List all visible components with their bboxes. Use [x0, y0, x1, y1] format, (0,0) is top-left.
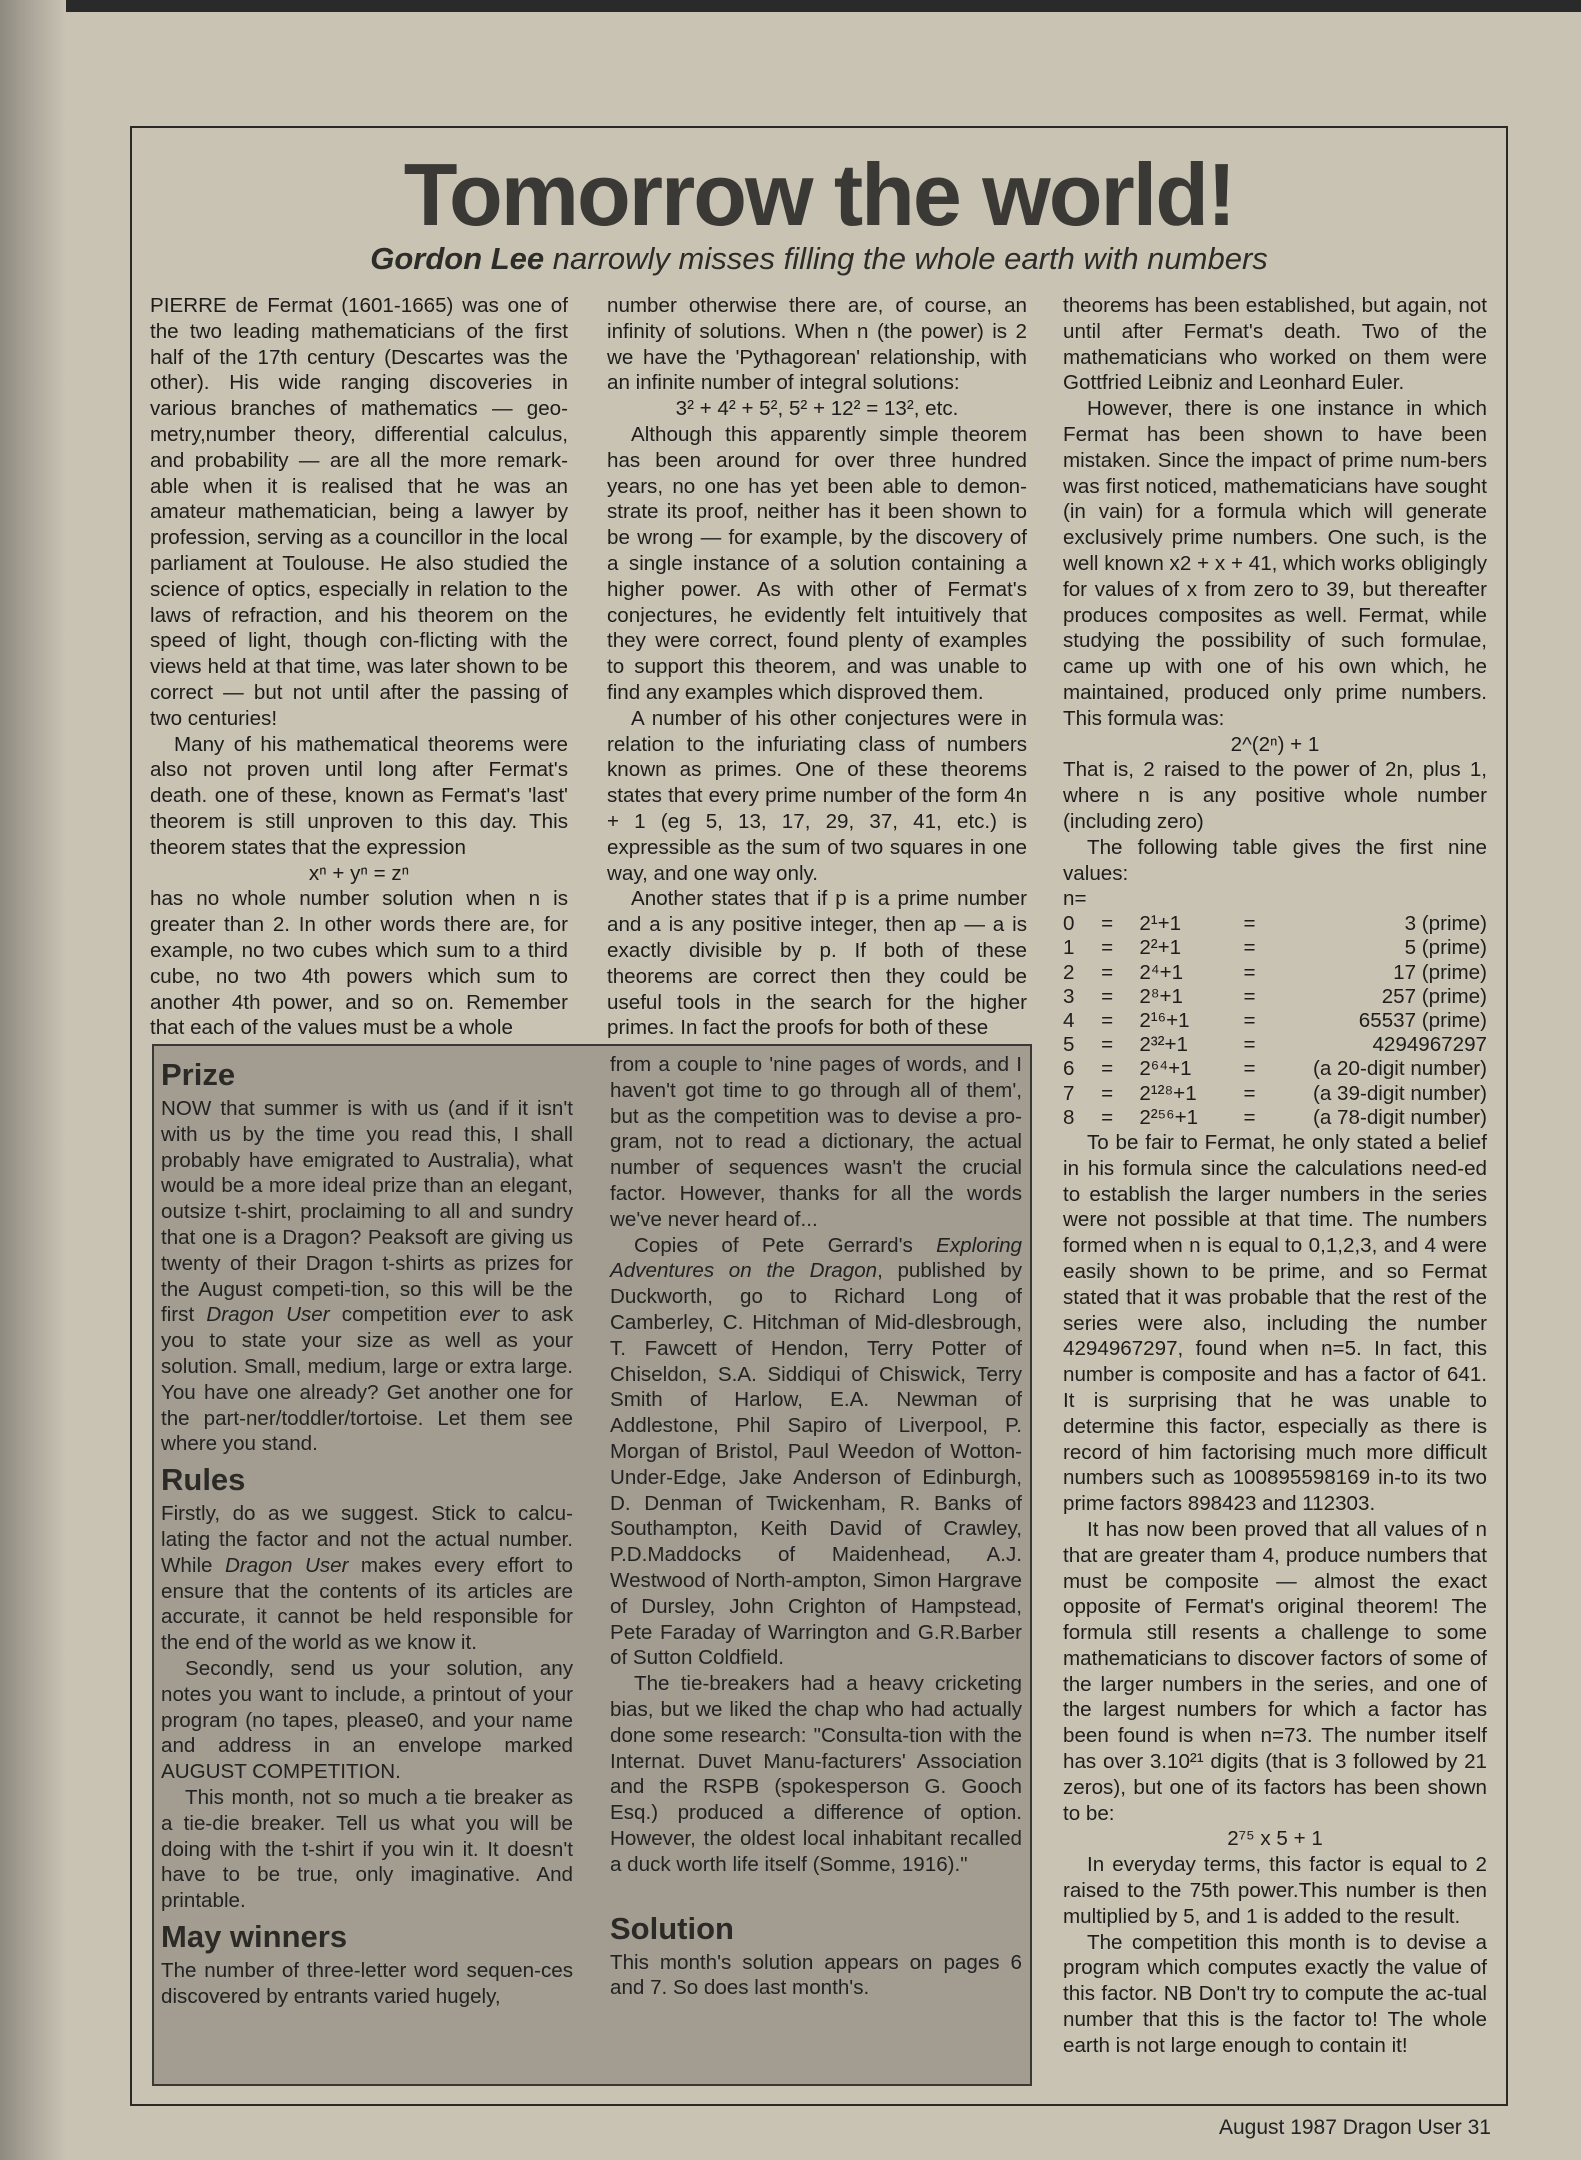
cell-value: (a 39-digit number) — [1313, 1081, 1487, 1105]
text-span: Firstly, do as we suggest. Stick to calcu-lating the factor and not the actual number. While — [161, 1502, 573, 1577]
paragraph: theorems has been established, but again, not until after Fermat's death. Two of the mathematicians who worked on them were Gottfried Leibniz and Leonhard Euler. — [1063, 294, 1487, 395]
cell-expression: 2²⁵⁶+1 — [1139, 1105, 1199, 1129]
cell-value: (a 78-digit number) — [1313, 1105, 1487, 1129]
cell-value: 5 (prime) — [1404, 936, 1487, 960]
cell-n: 0 — [1063, 912, 1075, 936]
cell-n: 5 — [1063, 1033, 1075, 1057]
paragraph: That is, 2 raised to the power of 2n, plus 1, where n is any positive whole number (including zero) — [1063, 758, 1487, 833]
formula-pythagorean: 3² + 4² + 5², 5² + 12² = 13², etc. — [675, 397, 959, 421]
emphasis: ever — [459, 1303, 500, 1327]
text-span: NOW that summer is with us (and if it isn't with us by the time you read this, I shall probably have emigrated to Australia), what would be a more ideal prize than an elegant, outsize t-shirt, proclaiming to all and sundry that one is a Dragon? Peaksoft are giving us twenty of their Dragon t-shirts as prizes for the August competi-tion, so this will be the first — [161, 1097, 573, 1327]
cell-n: 4 — [1063, 1008, 1075, 1032]
table-row — [1063, 1106, 1487, 1130]
paragraph: The following table gives the first nine values: — [1063, 835, 1487, 885]
winners-list-paragraph — [610, 1233, 1022, 1672]
cell-equals: = — [1243, 984, 1256, 1008]
rules-paragraph: This month, not so much a tie breaker as a tie-die breaker. Tell us what you will be doing with the t-shirt if you win it. It doesn't have to be true, only imaginative. And printable. — [161, 1785, 573, 1913]
paragraph: number otherwise there are, of course, an infinity of solutions. When n (the power) is 2 we have the 'Pythagorean' relationship, with an infinite number of integral solutions: — [607, 294, 1027, 395]
cell-equals: = — [1101, 1105, 1114, 1129]
formula-factor: 2⁷⁵ x 5 + 1 — [1227, 1827, 1323, 1851]
cell-equals: = — [1243, 1081, 1256, 1105]
subtitle-text: narrowly misses filling the whole earth with numbers — [544, 241, 1268, 276]
paragraph: However, there is one instance in which Fermat has been shown to have been mistaken. Since the impact of prime num-bers was first noticed, mathematicians have sought (in vain) for a formula which will generate exclusively prime numbers. One such, is the well known x2 + x + 41, which works obligingly for values of x from zero to 39, but thereafter produces composites as well. Fermat, while studying the possibility of such formulae, came up with one of his own which, he maintained, produced only prime numbers. This formula was: — [1063, 397, 1487, 730]
tie-breaker-paragraph: The tie-breakers had a heavy cricketing bias, but we liked the chap who had actually done some research: "Consulta-tion with the Internat. Duvet Manu-facturers' Association and the RSPB (spokesperson G. Gooch Esq.) produced a difference of option. However, the oldest local inhabitant recalled a duck worth life itself (Somme, 1916)." — [610, 1672, 1022, 1876]
cell-equals: = — [1101, 984, 1114, 1008]
text-span: Copies of Pete Gerrard's — [634, 1233, 937, 1257]
cell-equals: = — [1243, 1033, 1256, 1057]
cell-n: 3 — [1063, 984, 1075, 1008]
cell-expression: 2¹+1 — [1139, 912, 1182, 936]
cell-equals: = — [1101, 960, 1114, 984]
paragraph: A number of his other conjectures were in relation to the infuriating class of numbers known as primes. One of these theorems states that every prime number of the form 4n + 1 (eg 5, 13, 17, 29, 37, 41, etc.) is expressible as the sum of two squares in one way, and one way only. — [607, 706, 1027, 885]
cell-value: 257 (prime) — [1381, 984, 1487, 1008]
cell-expression: 2²+1 — [1139, 936, 1182, 960]
table-row — [1063, 1009, 1487, 1033]
cell-expression: 2¹²⁸+1 — [1139, 1081, 1197, 1105]
competition-column-1 — [161, 1052, 573, 2010]
cell-equals: = — [1101, 1008, 1114, 1032]
prize-heading: Prize — [161, 1057, 236, 1092]
magazine-name: Dragon User — [206, 1303, 330, 1327]
cell-n: 8 — [1063, 1105, 1075, 1129]
text-span: competition — [329, 1303, 460, 1327]
cell-equals: = — [1243, 1105, 1256, 1129]
cell-n: 2 — [1063, 960, 1075, 984]
cell-equals: = — [1243, 936, 1256, 960]
cell-expression: 2³²+1 — [1139, 1033, 1188, 1057]
magazine-name: Dragon User — [224, 1553, 349, 1577]
cell-equals: = — [1243, 960, 1256, 984]
competition-column-2 — [610, 1052, 1022, 2001]
book-title: Exploring Adventures on the Dragon — [610, 1233, 1022, 1283]
cell-value: 3 (prime) — [1404, 912, 1487, 936]
cell-expression: 2⁸+1 — [1139, 984, 1183, 1008]
table-row — [1063, 912, 1487, 936]
cell-equals: = — [1101, 912, 1114, 936]
text-column-2 — [607, 293, 1027, 1041]
paragraph: The competition this month is to devise a program which computes exactly the value of this factor. NB Don't try to compute the ac-tual number that this is the factor to! The whole earth is not large enough to contain it! — [1063, 1930, 1487, 2057]
text-span: to ask you to state your size as well as your solution. Small, medium, large or extra large. You have one already? Get another one for the part-ner/toddler/tortoise. Let them see where you stand. — [161, 1303, 573, 1456]
rules-heading: Rules — [161, 1462, 246, 1498]
paragraph: Although this apparently simple theorem has been around for over three hundred years, no one has yet been able to demon-strate its proof, neither has it been shown to be wrong — for example, by the discovery of a single instance of a solution containing a higher power. As with other of Fermat's conjectures, he evidently felt intuitively that they were correct, found plenty of examples to support this theorem, and was unable to find any examples which disproved them. — [607, 422, 1027, 704]
scan-top-edge — [0, 0, 1581, 12]
paragraph: Another states that if p is a prime number and a is any positive integer, then ap — a is exactly divisible by p. If both of these theorems are correct then they could be useful tools in the search for the higher primes. In fact the proofs for both of these — [607, 887, 1027, 1040]
cell-value: (a 20-digit number) — [1313, 1057, 1487, 1081]
table-row — [1063, 1033, 1487, 1057]
formula-fermat-last: xⁿ + yⁿ = zⁿ — [308, 861, 410, 885]
cell-n: 1 — [1063, 936, 1075, 960]
paragraph: PIERRE de Fermat (1601-1665) was one of the two leading mathematicians of the first half of the 17th century (Descartes was the other). His wide ranging discoveries in various branches of mathematics — geo-metry,number theory, differential calculus, and probability — are all the more remark-able when it is realised that he was an amateur mathematician, being a lawyer by profession, serving as a councillor in the local parliament at Toulouse. He also studied the science of optics, especially in relation to the laws of refraction, and his theorem on the speed of light, though con-flicting with the views held at that time, was later shown to be correct — but not until after the passing of two centuries! — [150, 294, 568, 730]
author-name: Gordon Lee — [370, 241, 545, 276]
text-span: , published by Duckworth, go to Richard Long of Camberley, C. Hitchman of Mid-dlesbrough, T. Fawcett of Hendon, Terry Potter of Chiseldon, S.A. Siddiqui of Chiswick, Terry Smith of Harlow, E.A. Newman of Addlestone, Phil Sapiro of Liverpool, P. Morgan of Bristol, Paul Weedon of Wotton-Under-Edge, Jake Anderson of Edinburgh, D. Denman of Twickenham, R. Banks of Southampton, Keith David of Crawley, P.D.Maddocks of Maidenhead, A.J. Westwood of North-ampton, Simon Hargrave of Dursley, John Crighton of Hampstead, Pete Faraday of Warrington and G.R.Barber of Sutton Coldfield. — [610, 1259, 1022, 1670]
table-row — [1063, 961, 1487, 985]
table-row — [1063, 985, 1487, 1009]
cell-equals: = — [1243, 912, 1256, 936]
solution-paragraph: This month's solution appears on pages 6 and 7. So does last month's. — [610, 1950, 1022, 2000]
paragraph: In everyday terms, this factor is equal to 2 raised to the 75th power.This number is then multiplied by 5, and 1 is added to the result. — [1063, 1853, 1487, 1928]
values-table — [1063, 912, 1487, 1130]
cell-value: 65537 (prime) — [1358, 1008, 1487, 1032]
cell-expression: 2⁶⁴+1 — [1139, 1057, 1192, 1081]
article-subtitle — [130, 241, 1508, 277]
paragraph: has no whole number solution when n is greater than 2. In other words there are, for example, no two cubes which sum to a third cube, no two 4th powers which sum to another 4th power, and so on. Remember that each of the values must be a whole — [150, 887, 568, 1040]
prize-paragraph — [161, 1096, 573, 1457]
cell-equals: = — [1101, 1081, 1114, 1105]
page-footer: August 1987 Dragon User 31 — [1218, 2116, 1491, 2139]
text-column-3 — [1063, 293, 1487, 2059]
rules-paragraph — [161, 1501, 573, 1656]
paragraph: Many of his mathematical theorems were also not proven until long after Fermat's death. one of these, known as Fermat's 'last' theorem is still unproven to this day. This theorem states that the expression — [150, 732, 568, 859]
cell-value: 17 (prime) — [1393, 960, 1487, 984]
table-heading: n= — [1063, 887, 1087, 911]
article-title: Tomorrow the world! — [403, 145, 1235, 244]
table-row — [1063, 936, 1487, 960]
cell-n: 7 — [1063, 1081, 1075, 1105]
winners-paragraph: The number of three-letter word sequen-ces discovered by entrants varied hugely, — [161, 1958, 573, 2008]
cell-equals: = — [1243, 1057, 1256, 1081]
text-column-1 — [150, 293, 568, 1041]
page-gutter — [0, 0, 66, 2160]
paragraph: It has now been proved that all values of n that are greater tham 4, produce numbers that must be composite — almost the exact opposite of Fermat's original theorem! The formula still resents a challenge to some mathematicians to discover factors of some of the larger numbers in the series, and one of the largest numbers for which a factor has been found is when n=73. The number itself has over 3.10²¹ digits (that is 3 followed by 21 zeros), but one of its factors has been shown to be: — [1063, 1517, 1487, 1825]
text-span: makes every effort to ensure that the contents of its articles are accurate, it cannot be held responsible for the end of the world as we know it. — [161, 1553, 573, 1655]
cell-equals: = — [1243, 1008, 1256, 1032]
cell-value: 4294967297 — [1372, 1033, 1487, 1057]
cell-equals: = — [1101, 1033, 1114, 1057]
table-row — [1063, 1082, 1487, 1106]
cell-equals: = — [1101, 936, 1114, 960]
table-row — [1063, 1057, 1487, 1081]
solution-heading: Solution — [610, 1910, 734, 1946]
cell-expression: 2⁴+1 — [1139, 960, 1184, 984]
winners-heading: May winners — [161, 1918, 348, 1954]
paragraph: To be fair to Fermat, he only stated a belief in his formula since the calculations need-ed to establish the larger numbers in the series were not possible at that time. The numbers formed when n is equal to 0,1,2,3, and 4 were easily shown to be prime, and so Fermat stated that it was probable that the rest of the series were also, including the number 4294967297, found when n=5. In fact, this number is composite and has a factor of 641. It is surprising that he was unable to determine this factor, especially as there is record of him factorising much more difficult numbers such as 100895598169 in-to its two prime factors 898423 and 112303. — [1063, 1130, 1487, 1516]
cell-expression: 2¹⁶+1 — [1139, 1008, 1190, 1032]
winners-paragraph: from a couple to 'nine pages of words, and I haven't got time to go through all of them', but as the competition was to devise a pro-gram, not to read a dictionary, the actual number of sequences wasn't the crucial factor. However, thanks for all the words we've never heard of... — [610, 1053, 1022, 1231]
cell-equals: = — [1101, 1057, 1114, 1081]
rules-paragraph: Secondly, send us your solution, any notes you want to include, a printout of your program (no tapes, please0, and your name and address in an envelope marked AUGUST COMPETITION. — [161, 1656, 573, 1784]
formula-fermat-primes: 2^(2ⁿ) + 1 — [1230, 732, 1320, 756]
cell-n: 6 — [1063, 1057, 1075, 1081]
